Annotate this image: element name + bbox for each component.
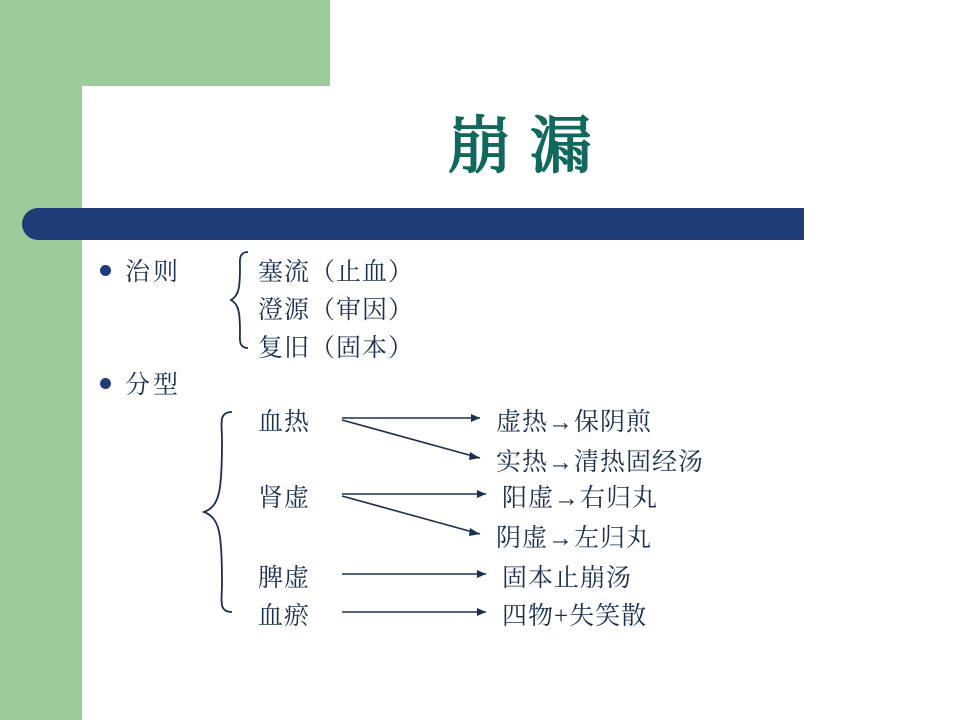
bullet-label-fenxing: 分型: [125, 372, 182, 399]
page-title: 崩 漏: [448, 113, 594, 181]
zhize-item-3: 复旧（固本）: [258, 335, 415, 362]
divider-bar: [22, 208, 804, 240]
bullet-item-fenxing: [100, 365, 181, 401]
bullet-label-zhize: 治则: [125, 259, 182, 286]
fenxing-result-xuere-2: 实热→清热固经汤: [496, 449, 705, 476]
zhize-item-1: 塞流（止血）: [258, 259, 415, 286]
fenxing-cause-shenxu: 肾虚: [258, 485, 311, 512]
fenxing-result-xueyu-1: 四物+失笑散: [502, 603, 648, 630]
fenxing-result-xuere-1: 虚热→保阴煎: [496, 409, 653, 436]
divider-bar-tail: [700, 208, 804, 240]
fenxing-result-pixu-1: 固本止崩汤: [502, 565, 633, 592]
fenxing-cause-pixu: 脾虚: [258, 565, 311, 592]
zhize-item-2: 澄源（审因）: [258, 297, 415, 324]
decorative-green-top-panel: [0, 0, 330, 86]
bullet-dot-icon: [100, 378, 111, 389]
fenxing-result-shenxu-1: 阳虚→右归丸: [502, 485, 659, 512]
bullet-item-zhize: [100, 252, 181, 288]
fenxing-cause-xueyu: 血瘀: [258, 603, 311, 630]
fenxing-cause-xuere: 血热: [258, 409, 311, 436]
bullet-dot-icon: [100, 265, 111, 276]
decorative-green-left-panel: [0, 0, 82, 720]
fenxing-result-shenxu-2: 阴虚→左归丸: [496, 525, 653, 552]
